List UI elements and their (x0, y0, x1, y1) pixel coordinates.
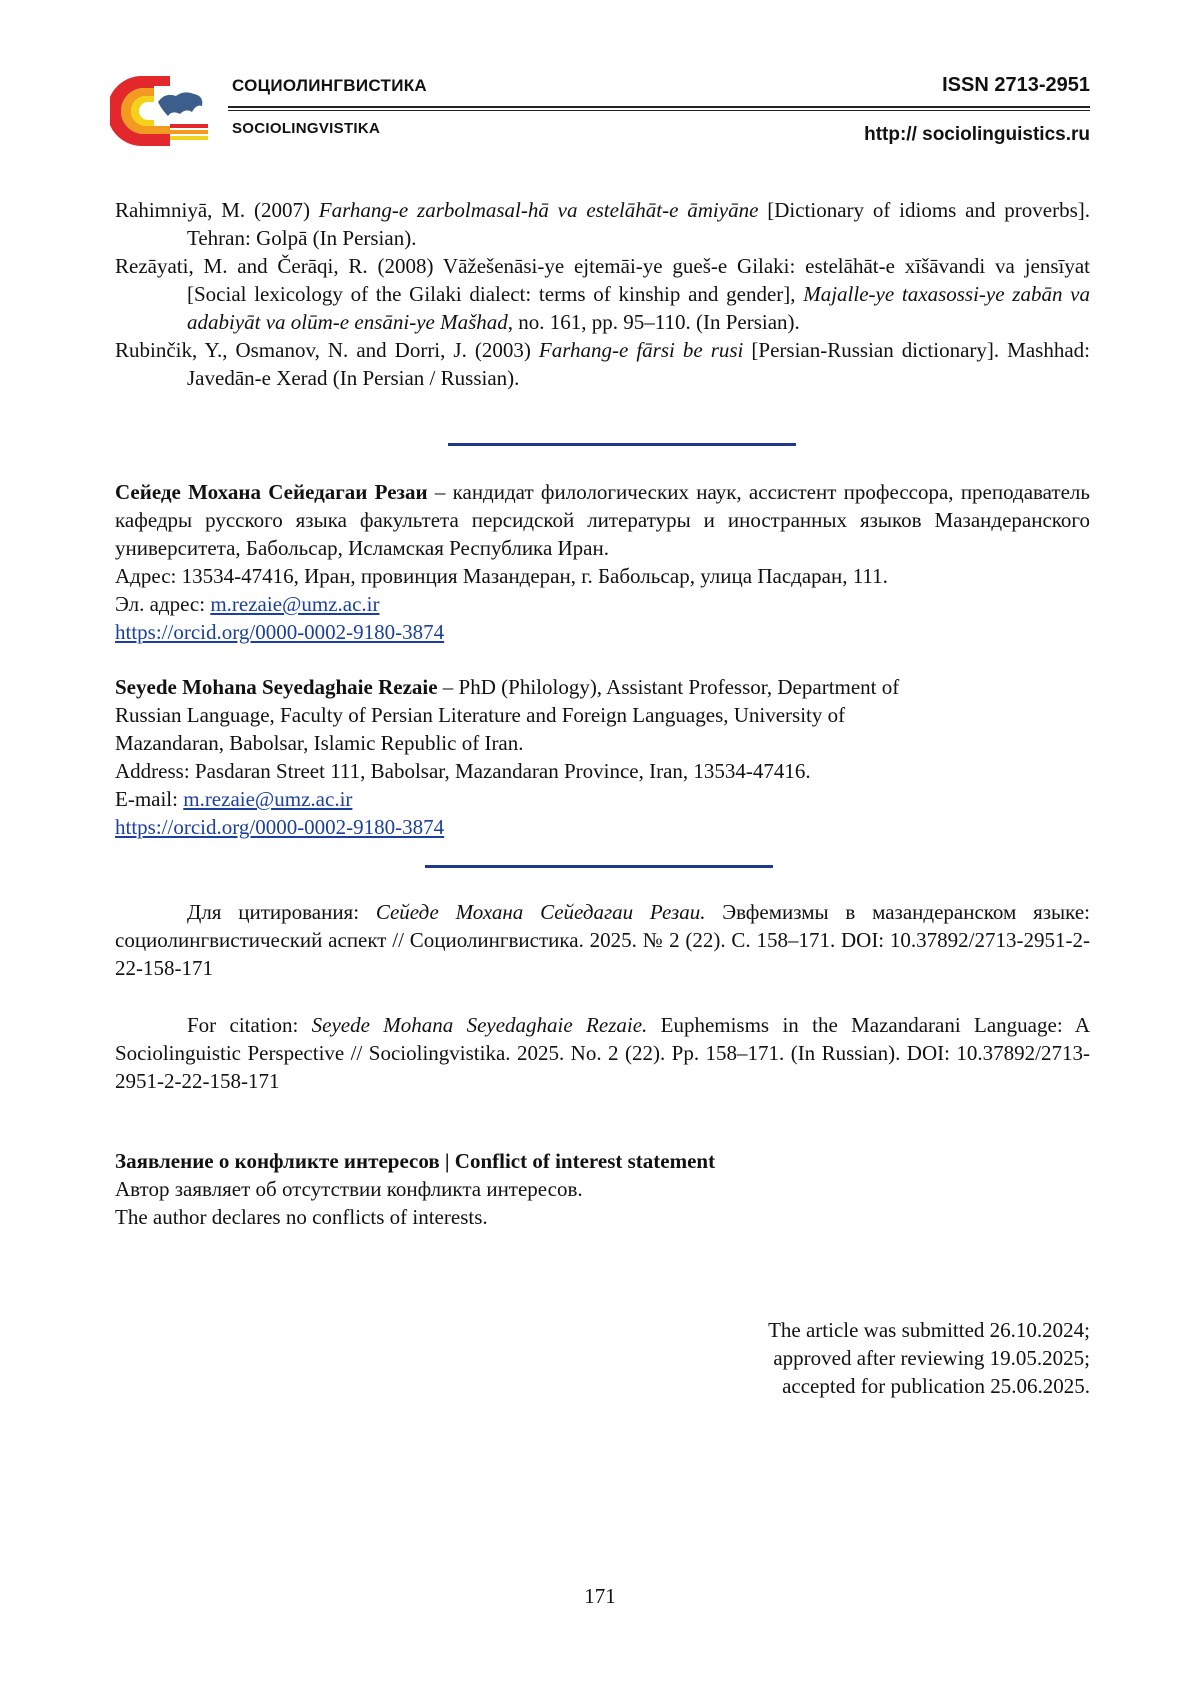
author-bio-en: Seyede Mohana Seyedaghaie Rezaie – PhD (Philology), Assistant Professor, Department of (115, 675, 900, 699)
conflict-ru: Автор заявляет об отсутствии конфликта интересов. (115, 1177, 583, 1201)
header-rule-thin (228, 110, 1090, 111)
orcid-link[interactable]: https://orcid.org/0000-0002-9180-3874 (115, 620, 445, 644)
citation-en: For citation: Seyede Mohana Seyedaghaie Rezaie. Euphemisms in the Mazandarani Language: A Sociolinguistic Perspective // Sociolingvistika. 2025. No. 2 (22). Pp. 158–171. (In Russian). DOI: 10.37892/2713-2951-2-22-158-171 (115, 1013, 1090, 1093)
author-bio-ru: Сейеде Мохана Сейедагаи Резаи – кандидат филологических наук, ассистент профессора, преподаватель кафедры русского языка факультета персидской литературы и иностранных языков Мазандеранского университета, Бабольсар, Исламская Республика Иран. (115, 480, 1090, 560)
journal-website[interactable]: http:// sociolinguistics.ru (864, 124, 1090, 145)
author-address-en: Address: Pasdaran Street 111, Babolsar, Mazandaran Province, Iran, 13534-47416. (115, 759, 811, 783)
author-info-en: Seyede Mohana Seyedaghaie Rezaie – PhD (Philology), Assistant Professor, Department of Russian Language, Faculty of Persian Literature and Foreign Languages, University of Mazandaran, Babolsar, Islamic Republic of Iran. Address: Pasdaran Street 111, Babolsar, Mazandaran Province, Iran, 13534-47416. E-mail: m.rezaie@umz.ac.ir https://orcid.org/0000-0002-9180-3874 (115, 673, 1090, 841)
author-email-en: E-mail: m.rezaie@umz.ac.ir (115, 787, 353, 811)
citation-ru: Для цитирования: Сейеде Мохана Сейедагаи Резаи. Эвфемизмы в мазандеранском языке: социолингвистический аспект // Социолингвистика. 2025. № 2 (22). С. 158–171. DOI: 10.37892/2713-2951-2-22-158-171 (115, 900, 1090, 980)
author-orcid-en (115, 813, 1090, 841)
author-name-ru: Сейеде Мохана Сейедагаи Резаи (115, 480, 428, 504)
header-rule (228, 106, 1090, 108)
section-divider (425, 865, 773, 868)
reference-item: Rezāyati, M. and Čerāqi, R. (2008) Vāžešenāsi-ye ejtemāi-ye gueš-e Gilaki: estelāhāt-e xīšāvandi va jensīyat [Social lexicology of the Gilaki dialect: terms of kinship and gender], Majalle-ye taxasossi-ye zabān va adabiyāt va olūm-e ensāni-ye Mašhad, no. 161, pp. 95–110. (In Persian). (115, 254, 1090, 334)
issn: ISSN 2713-2951 (942, 74, 1090, 96)
email-link[interactable]: m.rezaie@umz.ac.ir (183, 787, 353, 811)
date-approved: approved after reviewing 19.05.2025; (773, 1346, 1090, 1370)
brand-name-en: SOCIOLINGVISTIKA (232, 120, 381, 137)
conflict-heading: Заявление о конфликте интересов | Conflict of interest statement (115, 1149, 716, 1173)
page-number: 171 (584, 1584, 616, 1608)
conflict-statement (115, 1147, 1090, 1231)
conflict-en: The author declares no conflicts of interests. (115, 1205, 488, 1229)
author-email-ru: Эл. адрес: m.rezaie@umz.ac.ir (115, 592, 380, 616)
date-submitted: The article was submitted 26.10.2024; (768, 1318, 1090, 1342)
author-info-ru (115, 478, 1090, 646)
brand-name-ru: СОЦИОЛИНГВИСТИКА (232, 76, 427, 95)
author-address-ru: Адрес: 13534-47416, Иран, провинция Мазандеран, г. Бабольсар, улица Пасдаран, 111. (115, 564, 888, 588)
section-divider (448, 443, 796, 446)
page-header (0, 0, 1200, 160)
reference-item: Rubinčik, Y., Osmanov, N. and Dorri, J. (2003) Farhang-e fārsi be rusi [Persian-Russian dictionary]. Mashhad: Javedān-e Xerad (In Persian / Russian). (115, 338, 1090, 390)
author-orcid-ru (115, 618, 1090, 646)
journal-logo (110, 74, 210, 148)
date-accepted: accepted for publication 25.06.2025. (782, 1374, 1090, 1398)
reference-item: Rahimniyā, M. (2007) Farhang-e zarbolmasal-hā va estelāhāt-e āmiyāne [Dictionary of idioms and proverbs]. Tehran: Golpā (In Persian). (115, 198, 1090, 250)
article-dates (115, 1316, 1090, 1400)
author-name-en: Seyede Mohana Seyedaghaie Rezaie (115, 675, 438, 699)
orcid-link[interactable]: https://orcid.org/0000-0002-9180-3874 (115, 815, 445, 839)
email-link[interactable]: m.rezaie@umz.ac.ir (210, 592, 380, 616)
references-list (115, 196, 1090, 392)
